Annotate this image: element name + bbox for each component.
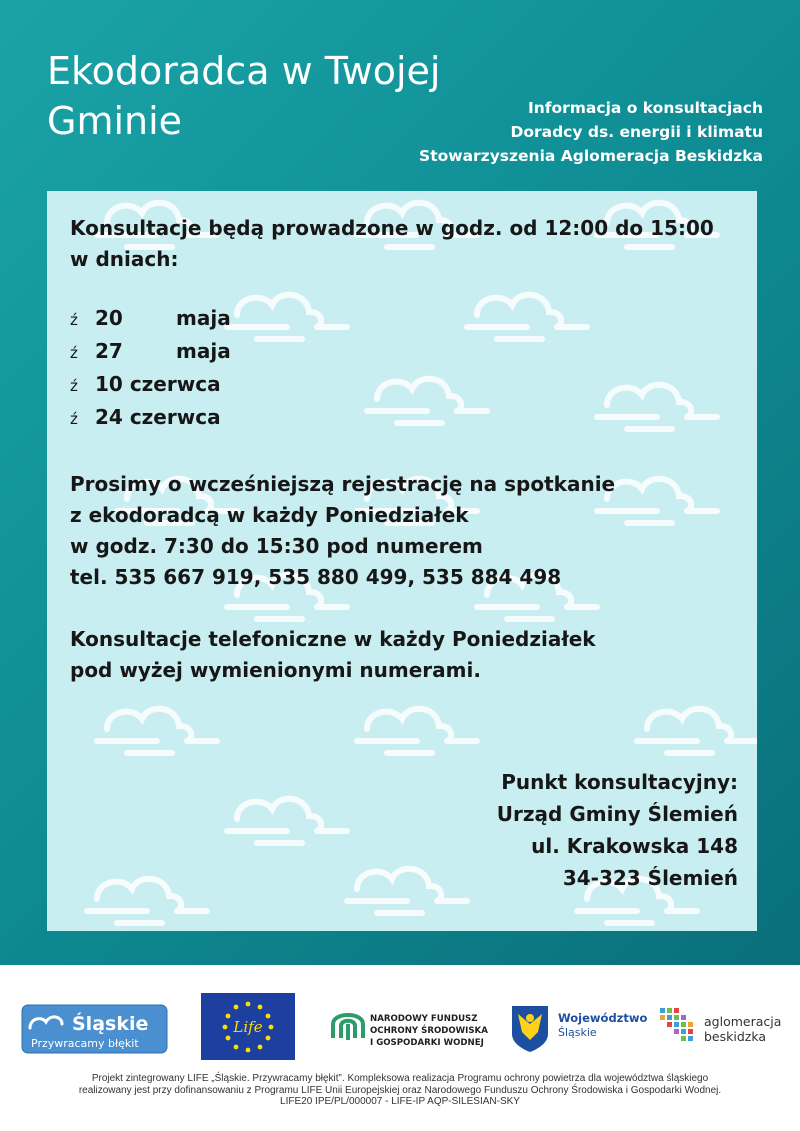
subtitle-line: Doradcy ds. energii i klimatu bbox=[510, 123, 763, 141]
subtitle-line: Stowarzyszenia Aglomeracja Beskidzka bbox=[419, 147, 763, 165]
phone-consultation-line: pod wyżej wymienionymi numerami. bbox=[70, 658, 481, 682]
intro-line: w dniach: bbox=[70, 247, 179, 271]
nfos-line: NARODOWY FUNDUSZ bbox=[370, 1014, 478, 1024]
consultation-address bbox=[497, 766, 738, 894]
bullet-icon: ź bbox=[70, 410, 78, 428]
date-day: 27 bbox=[95, 339, 123, 363]
list-item bbox=[70, 369, 740, 402]
page-title: Ekodoradca w Twojej Gminie bbox=[47, 49, 441, 143]
date-day: 20 bbox=[95, 306, 123, 330]
aglo-line: aglomeracja bbox=[704, 1014, 782, 1029]
slaskie-logo bbox=[22, 1005, 167, 1053]
woj-line: Województwo bbox=[558, 1011, 648, 1025]
footer-line: LIFE20 IPE/PL/000007 - LIFE-IP AQP-SILESIAN-SKY bbox=[280, 1096, 520, 1107]
list-item bbox=[70, 336, 740, 369]
date-day: 10 bbox=[95, 372, 123, 396]
bullet-icon: ź bbox=[70, 344, 78, 362]
life-text: Life bbox=[233, 1018, 263, 1036]
slaskie-name: Śląskie bbox=[72, 1013, 149, 1035]
footer-line: realizowany jest przy dofinansowaniu z Programu LIFE Unii Europejskiej oraz Narodowego Funduszu Ochrony Środowiska i Gospodarki Wodnej. bbox=[78, 1084, 722, 1096]
registration-line: z ekodoradcą w każdy Poniedziałek bbox=[70, 503, 469, 527]
date-month: maja bbox=[176, 339, 231, 363]
date-month: czerwca bbox=[129, 405, 221, 429]
date-month: maja bbox=[176, 306, 231, 330]
wojewodztwo-logo bbox=[512, 1006, 647, 1052]
bullet-icon: ź bbox=[70, 311, 78, 329]
eu-life-logo bbox=[201, 993, 295, 1060]
aglomeracja-logo bbox=[660, 1008, 781, 1044]
address-line: Urząd Gminy Ślemień bbox=[496, 802, 738, 826]
address-line: Punkt konsultacyjny: bbox=[501, 770, 738, 794]
info-panel bbox=[47, 191, 757, 931]
subtitle-line: Informacja o konsultacjach bbox=[527, 99, 763, 117]
date-month: czerwca bbox=[129, 372, 221, 396]
footer-text bbox=[40, 1073, 760, 1108]
phone-consultation-line: Konsultacje telefoniczne w każdy Poniedziałek bbox=[70, 627, 596, 651]
date-day: 24 bbox=[95, 405, 123, 429]
address-line: ul. Krakowska 148 bbox=[531, 834, 738, 858]
logos-bar bbox=[0, 988, 800, 1068]
address-line: 34-323 Ślemień bbox=[562, 866, 738, 890]
nfos-logo bbox=[333, 1014, 488, 1048]
nfos-line: I GOSPODARKI WODNEJ bbox=[370, 1038, 484, 1048]
subtitle bbox=[343, 96, 763, 168]
registration-line: w godz. 7:30 do 15:30 pod numerem bbox=[70, 534, 483, 558]
phone-numbers: tel. 535 667 919, 535 880 499, 535 884 498 bbox=[70, 565, 562, 589]
dates-list bbox=[70, 303, 740, 435]
footer-line: Projekt zintegrowany LIFE „Śląskie. Przywracamy błękit”. Kompleksowa realizacja Programu ochrony powietrza dla województwa śląskiego bbox=[91, 1073, 709, 1084]
nfos-line: OCHRONY ŚRODOWISKA bbox=[370, 1026, 488, 1036]
panel-content bbox=[70, 213, 740, 686]
intro-line: Konsultacje będą prowadzone w godz. od 12:00 do 15:00 bbox=[70, 216, 714, 240]
list-item bbox=[70, 402, 740, 435]
aglo-line: beskidzka bbox=[704, 1029, 767, 1044]
woj-line: Śląskie bbox=[558, 1026, 597, 1039]
registration-line: Prosimy o wcześniejszą rejestrację na spotkanie bbox=[70, 472, 616, 496]
bullet-icon: ź bbox=[70, 377, 78, 395]
list-item bbox=[70, 303, 740, 336]
slaskie-slogan: Przywracamy błękit bbox=[31, 1037, 139, 1050]
